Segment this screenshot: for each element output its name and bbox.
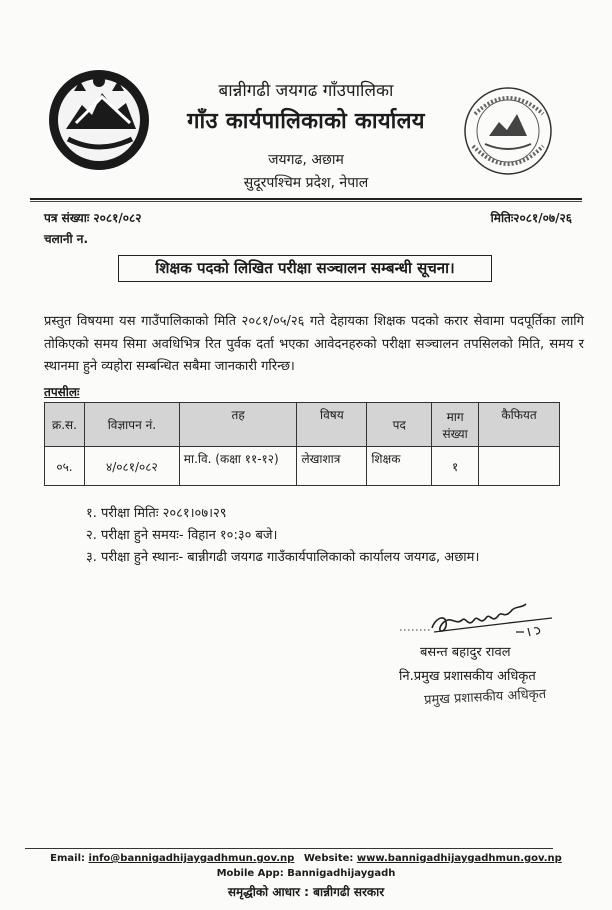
exam-date-item: १. परीक्षा मितिः २०८१।०७।२९ [86,506,227,521]
cell-demand-count: १ [432,447,479,486]
cell-remarks [479,447,560,486]
province-name: सुदूरपश्चिम प्रदेश, नेपाल [243,175,369,191]
letter-date: मितिः२०८१/०७/२६ [490,211,572,225]
header-remarks: कैफियत [479,403,560,447]
exam-details-table [44,402,560,486]
designation-stamp: प्रमुख प्रशासकीय अधिकृत [423,686,547,709]
footer-divider [25,848,553,849]
dispatch-number: चलानी न. [44,232,89,246]
cell-level: मा.वि. (कक्षा ११-१२) [179,447,297,486]
email-link[interactable]: info@bannigadhijaygadhmun.gov.np [88,853,295,864]
details-caption: तपसीलः [44,385,80,399]
office-location: जयगढ, अछाम [268,152,344,168]
header-level: तह [179,403,297,447]
cell-subject: लेखाशात्र [297,447,367,486]
header-advertisement-no: विज्ञापन नं. [84,403,179,447]
table-header-row [45,403,560,447]
exam-time-item: २. परीक्षा हुने समयः- विहान १०:३० बजे। [86,528,278,543]
handwritten-signature [392,598,562,640]
notice-subject: शिक्षक पदको लिखित परीक्षा सञ्चालन सम्बन्धी सूचना। [118,255,492,282]
header-demand-count: माग संख्या [432,403,479,447]
reference-number: पत्र संख्याः २०८१/०८२ [44,211,142,225]
municipality-name: बान्नीगढी जयगढ गाँउपालिका [218,81,394,101]
website-label: Website: [303,853,357,864]
header-post: पद [367,403,432,447]
cell-advertisement-no: ४/०८१/०८२ [84,447,179,486]
office-name: गाँउ कार्यपालिकाको कार्यालय [187,109,425,134]
office-seal-stamp [461,84,555,178]
government-emblem [44,63,154,173]
cell-post: शिक्षक [367,447,432,486]
footer-slogan: समृद्धीको आधार : बान्नीगढी सरकार [227,885,385,899]
header-divider-thin [30,201,582,202]
website-link[interactable]: www.bannigadhijaygadhmun.gov.np [356,853,562,864]
signatory-name: बसन्त बहादुर रावल [420,645,511,660]
notice-body: प्रस्तुत विषयमा यस गाउँपालिकाको मिति २०८१/०५/२६ गते देहायका शिक्षक पदको करार सेवामा पदपूर्तिका लागि तोकिएको समय सिमा अवधिभित्र रित पुर्वक दर्ता भएका आवेदनहरुको परीक्षा सञ्चालन तपसिलको मिति, समय र स्थानमा हुने व्यहोरा सम्बन्धित सबैमा जानकारी गरिन्छ। [44,314,584,374]
signatory-designation: नि.प्रमुख प्रशासकीय अधिकृत [399,669,536,684]
exam-venue-item: ३. परीक्षा हुने स्थानः- बान्नीगढी जयगढ गाउँकार्यपालिकाको कार्यालय जयगढ, अछाम। [86,550,480,565]
header-subject: विषय [297,403,367,447]
header-serial: क्र.स. [45,403,85,447]
cell-serial: ०५. [45,447,85,486]
email-label: Email: [50,853,89,864]
footer-contact [0,853,612,864]
mobile-app: Mobile App: Bannigadhijaygadh [216,868,396,879]
table-row [45,447,560,486]
